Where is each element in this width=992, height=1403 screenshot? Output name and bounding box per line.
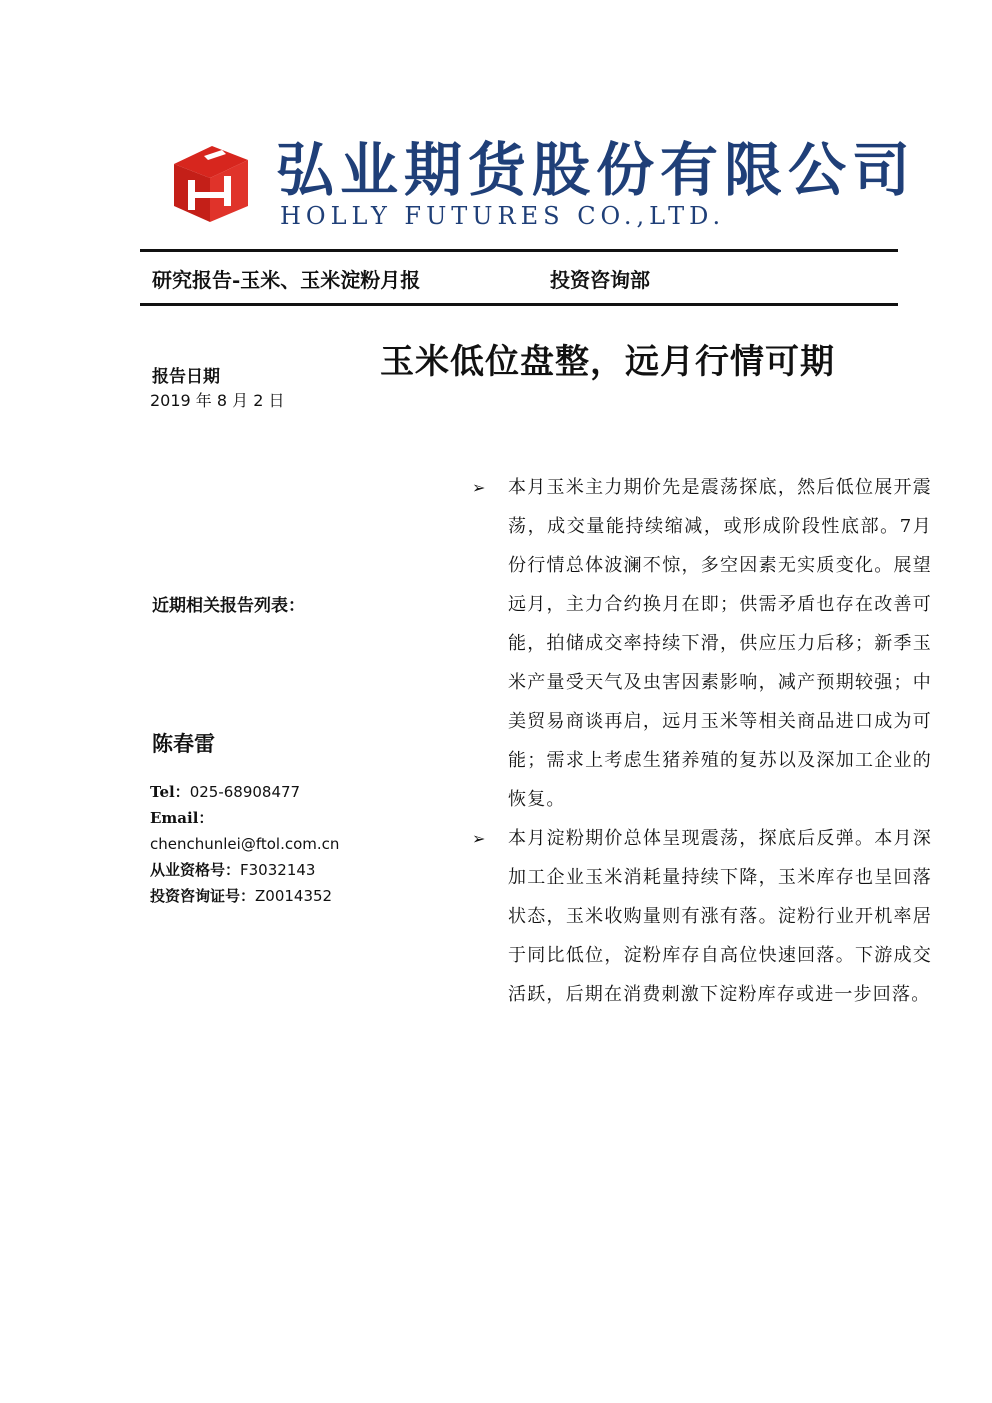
license-value: F3032143 <box>240 861 316 879</box>
report-date-label: 报告日期 <box>152 367 220 387</box>
email-value[interactable]: chenchunlei@ftol.com.cn <box>150 835 340 853</box>
company-logo <box>168 136 917 230</box>
company-name-cn: 弘业期货股份有限公司 <box>276 136 917 204</box>
tel-value: 025-68908477 <box>189 783 301 801</box>
email-label: Email： <box>150 809 214 827</box>
bullet-text: 本月淀粉期价总体呈现震荡，探底后反弹。本月深加工企业玉米消耗量持续下降，玉米库存也呈回落状态，玉米收购量则有涨有落。淀粉行业开机率居于同比低位，淀粉库存自高位快速回落。下游成交活跃，后期在消费刺激下淀粉库存或进一步回落。 <box>508 828 932 1005</box>
summary-bullets <box>470 468 932 1014</box>
holly-cube-logo-icon <box>168 142 252 226</box>
tel-label: Tel： <box>150 783 190 801</box>
consult-row <box>150 883 410 909</box>
summary-bullet-corn <box>470 468 932 819</box>
summary-bullet-starch <box>470 819 932 1014</box>
bullet-text: 本月玉米主力期价先是震荡探底，然后低位展开震荡，成交量能持续缩减，或形成阶段性底部。7月份行情总体波澜不惊，多空因素无实质变化。展望远月，主力合约换月在即；供需矛盾也存在改善可能，拍储成交率持续下滑，供应压力后移；新季玉米产量受天气及虫害因素影响，减产预期较强；中美贸易商谈再启，远月玉米等相关商品进口成为可能；需求上考虑生猪养殖的复苏以及深加工企业的恢复。 <box>508 477 932 810</box>
analyst-name: 陈春雷 <box>152 731 215 756</box>
department: 投资咨询部 <box>550 268 650 292</box>
header-top-rule <box>140 249 898 252</box>
email-row <box>150 805 410 831</box>
related-reports-label: 近期相关报告列表： <box>152 596 305 616</box>
arrow-bullet-icon: ➢ <box>472 478 486 497</box>
arrow-bullet-icon: ➢ <box>472 829 486 848</box>
license-label: 从业资格号： <box>150 861 241 879</box>
header-bottom-rule <box>140 303 898 306</box>
company-name-en: HOLLY FUTURES CO.,LTD. <box>280 202 726 230</box>
license-row <box>150 857 410 883</box>
tel-row <box>150 779 410 805</box>
report-date-value: 2019 年 8 月 2 日 <box>150 391 285 410</box>
email-value-row[interactable] <box>150 831 410 857</box>
report-type: 研究报告-玉米、玉米淀粉月报 <box>152 268 421 292</box>
consult-value: Z0014352 <box>255 887 333 905</box>
report-title: 玉米低位盘整，远月行情可期 <box>380 342 835 382</box>
analyst-contact <box>150 779 410 909</box>
consult-label: 投资咨询证号： <box>150 887 256 905</box>
